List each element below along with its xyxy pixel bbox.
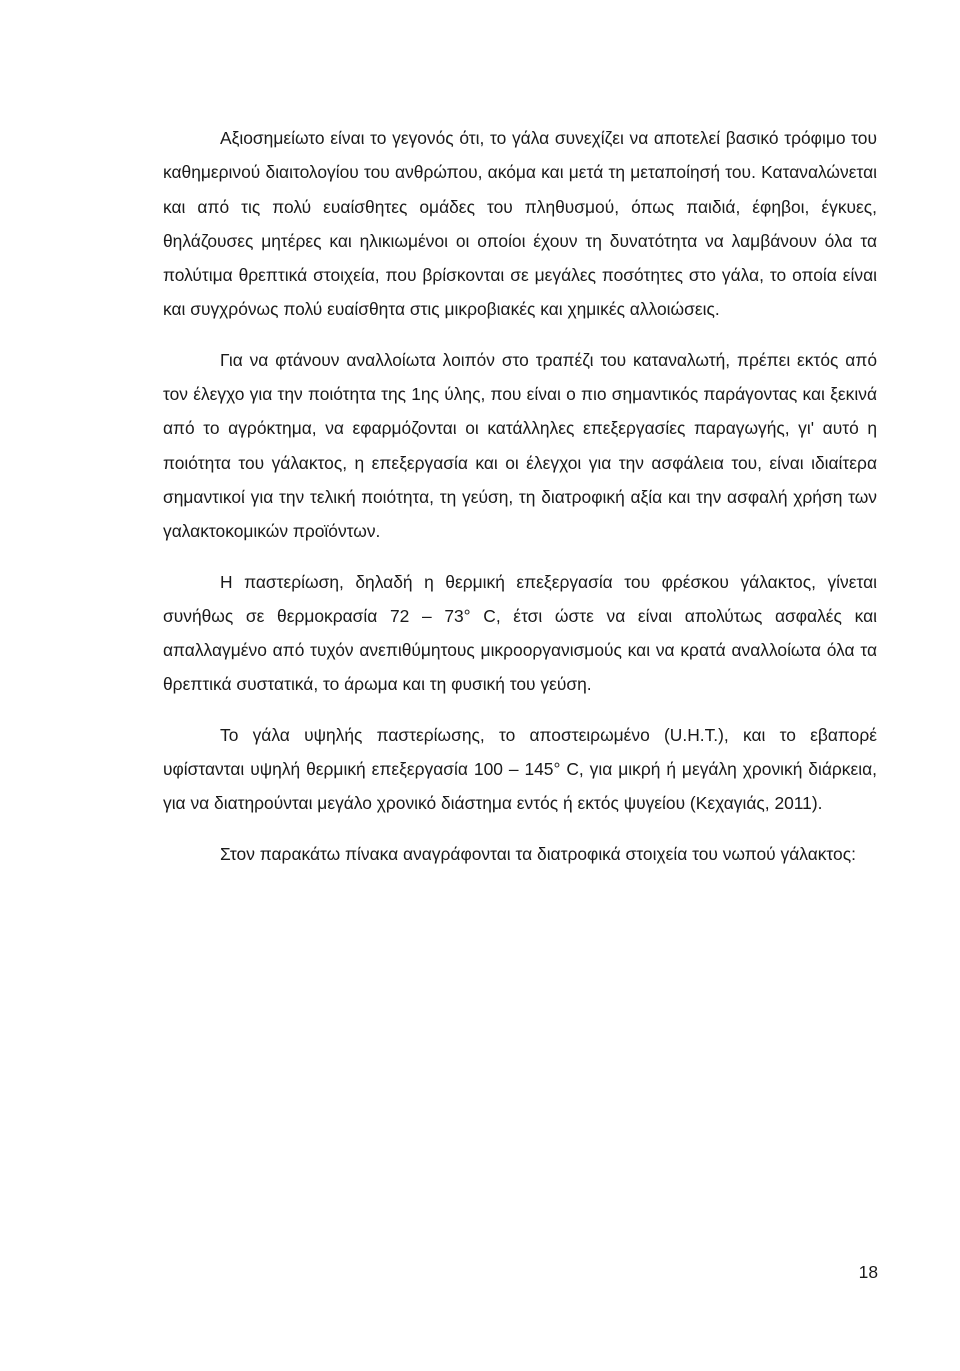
paragraph-milk-importance: Αξιοσημείωτο είναι το γεγονός ότι, το γάλα συνεχίζει να αποτελεί βασικό τρόφιμο του καθημερινού διαιτολογίου του ανθρώπου, ακόμα και μετά τη μεταποίησή του. Καταναλώνεται και από τις πολύ ευαίσθητες ομάδες του πληθυσμού, όπως παιδιά, έφηβοι, έγκυες, θηλάζουσες μητέρες και ηλικιωμένοι οι οποίοι έχουν τη δυνατότητα να λαμβάνουν όλα τα πολύτιμα θρεπτικά στοιχεία, που βρίσκονται σε μεγάλες ποσότητες στο γάλα, το οποία είναι και συγχρόνως πολύ ευαίσθητα στις μικροβιακές και χημικές αλλοιώσεις. bbox=[163, 128, 877, 320]
page-body bbox=[163, 121, 877, 871]
paragraph-quality-control: Για να φτάνουν αναλλοίωτα λοιπόν στο τραπέζι του καταναλωτή, πρέπει εκτός από τον έλεγχο για την ποιότητα της 1ης ύλης, που είναι ο πιο σημαντικός παράγοντας και ξεκινά από το αγρόκτημα, να εφαρμόζονται οι κατάλληλες επεξεργασίες παραγωγής, γι' αυτό η ποιότητα του γάλακτος, η επεξεργασία και οι έλεγχοι για την ασφάλεια του, είναι ιδιαίτερα σημαντικοί για την τελική ποιότητα, τη γεύση, τη διατροφική αξία και την ασφαλή χρήση των γαλακτοκομικών προϊόντων. bbox=[163, 349, 877, 542]
paragraph-pasteurization: Η παστερίωση, δηλαδή η θερμική επεξεργασία του φρέσκου γάλακτος, γίνεται συνήθως σε θερμοκρασία 72 – 73° C, έτσι ώστε να είναι απολύτως ασφαλές και απαλλαγμένο από τυχόν ανεπιθύμητους μικροοργανισμούς και να κρατά αναλλοίωτα όλα τα θρεπτικά συστατικά, το άρωμα και τη φυσική του γεύση. bbox=[163, 571, 877, 695]
paragraph-uht-milk: Το γάλα υψηλής παστερίωσης, το αποστειρωμένο (U.H.T.), και το εβαπορέ υφίστανται υψηλή θερμική επεξεργασία 100 – 145° C, για μικρή ή μεγάλη χρονική διάρκεια, για να διατηρούνται μεγάλο χρονικό διάστημα εντός ή εκτός ψυγείου (Κεχαγιάς, 2011). bbox=[163, 724, 877, 814]
page-number: 18 bbox=[858, 1262, 878, 1282]
paragraph-table-intro: Στον παρακάτω πίνακα αναγράφονται τα διατροφικά στοιχεία του νωπού γάλακτος: bbox=[220, 843, 856, 864]
